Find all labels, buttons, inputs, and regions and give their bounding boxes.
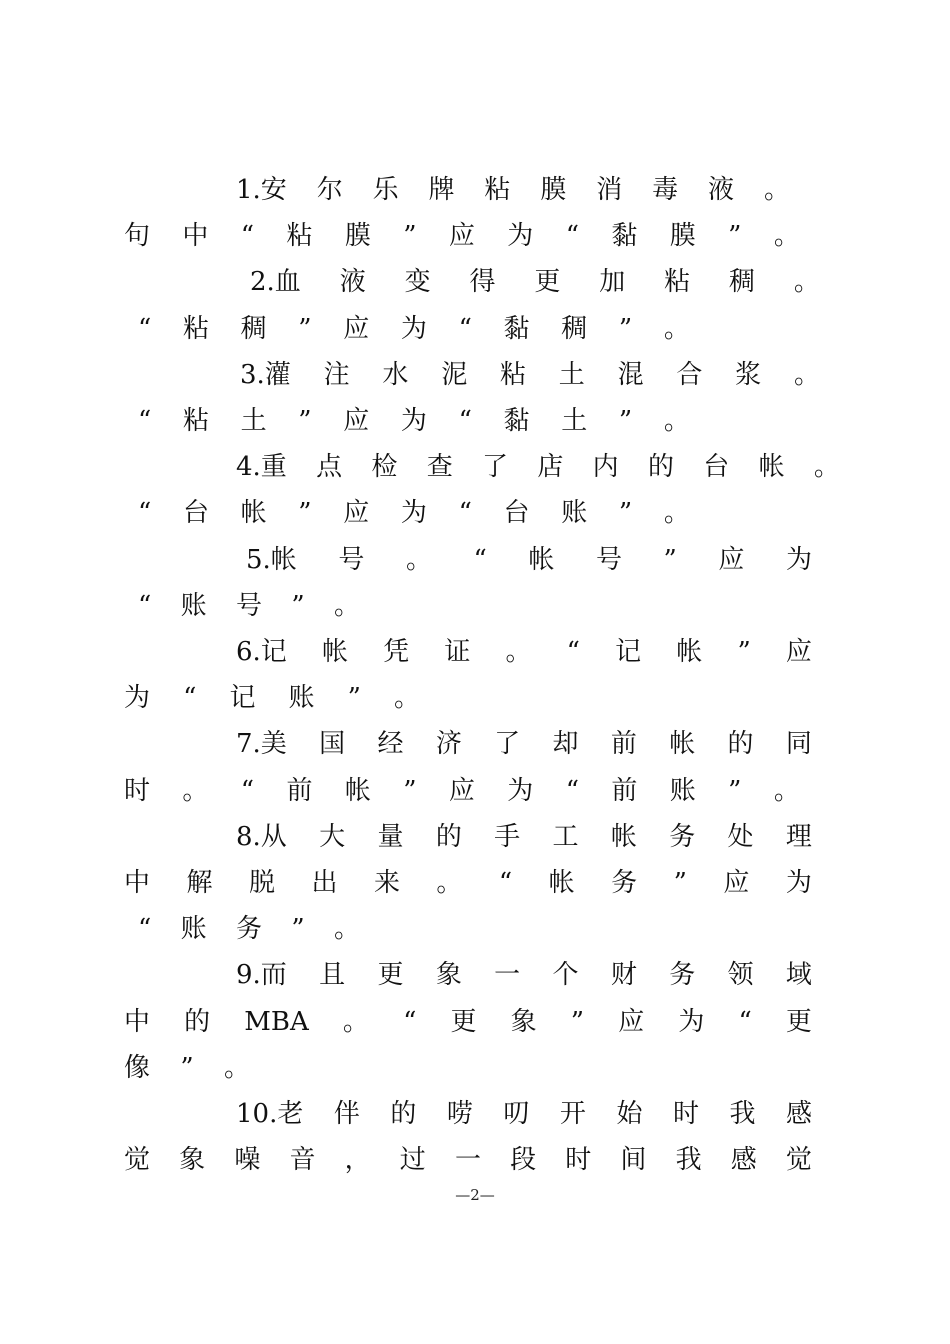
text-token: 觉 [785,1145,812,1176]
text-token: 手 [494,821,521,852]
text-token: ” [347,683,361,714]
text-token: 财 [610,960,637,991]
text-token: 。 [333,590,360,621]
text-line [236,629,812,675]
text-line [124,999,812,1045]
text-line [124,1045,250,1091]
text-token: 却 [552,729,579,760]
text-token: 账 [561,498,588,529]
text-token: 合 [676,359,703,390]
text-token: 10.老 [236,1099,304,1129]
text-line [138,906,360,952]
text-token: ， [344,1145,371,1176]
text-token: 间 [620,1145,647,1176]
text-token: ” [298,498,312,529]
text-token: ” [728,775,742,806]
page-number: —2— [455,1186,495,1204]
text-token: 经 [377,729,404,760]
text-token: ” [728,221,742,252]
text-token: 了 [494,729,521,760]
text-token: ” [298,406,312,436]
text-token: 一 [454,1145,481,1176]
text-token: “ [498,868,513,898]
text-token: 。 [773,775,800,806]
text-token: 浆 [735,359,762,390]
text-token: 域 [785,960,812,991]
text-token: 。 [182,775,209,806]
text-token: 。 [793,359,820,390]
text-token: “ [565,775,579,806]
text-token: 应 [448,775,475,806]
text-token: 帐 [321,637,348,667]
text-token: 量 [377,821,404,852]
text-token: 。 [223,1052,250,1083]
text-token: 理 [785,821,812,852]
text-token: 。 [436,868,463,898]
text-token: 。 [663,406,690,436]
text-token: 国 [319,729,346,760]
text-token: “ [738,1006,752,1037]
text-token: 土 [558,359,585,390]
text-token: 。 [813,452,840,483]
text-token: 的 [184,1006,211,1037]
text-token: 应 [448,221,475,252]
text-line [236,721,812,767]
text-line [138,306,690,352]
text-token: 过 [399,1145,426,1176]
text-token: ” [291,914,305,945]
text-line [240,352,820,398]
text-token: 始 [616,1099,643,1129]
text-line [124,675,420,721]
text-line [124,860,812,906]
text-token: 时 [672,1099,699,1129]
text-token: 9.而 [236,960,287,991]
text-token: 的 [390,1099,417,1129]
text-token: 点 [316,452,343,483]
text-token: 了 [482,452,509,483]
text-token: 唠 [446,1099,473,1129]
text-token: 我 [729,1099,756,1129]
text-token: 帐 [758,452,785,483]
text-token: 象 [510,1006,537,1037]
text-token: 领 [727,960,754,991]
text-token: 台 [182,498,209,529]
text-token: 尔 [316,175,343,205]
text-token: 号 [338,544,365,575]
text-token: 帐 [344,775,371,806]
text-token: 帐 [676,637,703,667]
text-token: 段 [510,1145,537,1176]
text-token: 。 [405,544,432,575]
text-token: 感 [785,1099,812,1129]
text-token: 前 [610,729,637,760]
text-token: “ [458,498,472,529]
text-token: 应 [343,313,370,344]
text-token: 感 [730,1145,757,1176]
text-token: “ [473,544,487,575]
text-token: 济 [435,729,462,760]
text-token: 消 [596,175,623,205]
text-token: 4.重 [236,452,287,483]
text-line [138,490,690,536]
text-token: 为 [400,498,427,529]
text-token: 为 [507,221,534,252]
text-token: 内 [592,452,619,483]
text-token: 证 [444,637,471,667]
text-line [124,213,800,259]
text-token: 台 [503,498,530,529]
text-line [236,952,812,998]
text-token: “ [240,775,255,806]
text-token: 个 [552,960,579,991]
text-token: 帐 [610,821,637,852]
text-token: 。 [793,267,820,298]
text-token: ” [673,868,687,898]
text-token: 粘 [182,406,209,436]
text-token: 粘 [499,359,526,390]
text-token: “ [183,683,197,714]
text-token: 中 [124,1006,151,1037]
text-token: 7.美 [236,729,287,760]
text-token: ” [403,221,417,252]
text-token: 黏 [611,221,638,252]
text-token: ” [291,590,305,621]
text-token: 务 [235,914,262,945]
text-token: 句 [124,221,151,252]
text-token: 中 [182,221,209,252]
text-token: 伴 [333,1099,360,1129]
text-token: “ [138,914,152,945]
text-token: 水 [382,359,409,390]
text-token: 务 [611,868,638,898]
text-token: 务 [669,960,696,991]
text-token: 。 [763,175,790,205]
text-token: 时 [565,1145,592,1176]
text-token: 号 [595,544,622,575]
text-token: 膜 [344,221,371,252]
text-token: “ [565,221,579,252]
text-token: 毒 [652,175,679,205]
text-token: 黏 [503,406,530,436]
text-token: 加 [599,267,626,298]
text-token: 脱 [248,868,275,898]
text-token: 象 [179,1145,206,1176]
text-token: 液 [339,267,366,298]
text-token: ” [403,775,417,806]
text-token: 得 [469,267,496,298]
text-token: “ [566,637,580,667]
text-token: 凭 [383,637,410,667]
text-token: ” [180,1052,194,1083]
text-token: 土 [240,406,267,436]
text-token: 大 [319,821,346,852]
text-token: 账 [180,590,207,621]
text-token: ” [618,498,633,529]
text-token: 查 [426,452,453,483]
text-token: 来 [373,868,400,898]
text-token: 更 [377,960,404,991]
text-token: 一 [494,960,521,991]
text-token: 。 [663,313,690,344]
text-token: 应 [343,406,370,436]
text-token: 土 [561,406,588,436]
text-token: 稠 [729,267,756,298]
text-token: 液 [708,175,735,205]
text-token: 混 [617,359,644,390]
text-token: 帐 [669,729,696,760]
text-token: 。 [663,498,690,529]
text-token: 为 [400,406,427,436]
text-token: 为 [678,1006,705,1037]
text-token: 乐 [372,175,399,205]
text-token: 中 [124,868,151,898]
text-token: ” [618,406,633,436]
text-token: ” [298,313,312,344]
text-token: 粘 [664,267,691,298]
text-token: 粘 [286,221,313,252]
text-line [138,583,360,629]
text-line [246,537,812,583]
text-token: 为 [400,313,427,344]
text-token: ” [570,1006,585,1037]
text-token: 2.血 [250,267,301,298]
text-token: 帐 [548,868,575,898]
text-token: 前 [286,775,313,806]
text-token: 。 [773,221,800,252]
text-token: 稠 [240,313,267,344]
text-token: 解 [186,868,213,898]
text-token: 务 [669,821,696,852]
text-token: 黏 [503,313,530,344]
text-token: 更 [450,1006,477,1037]
text-token: MBA [244,1006,309,1037]
text-token: “ [138,590,152,621]
text-line [124,768,800,814]
text-token: ” [737,637,751,667]
text-token: 1.安 [236,175,287,205]
text-token: 为 [124,683,151,714]
text-token: 6.记 [236,637,287,667]
text-token: “ [138,498,152,529]
text-token: 为 [785,544,812,575]
text-token: 觉 [124,1145,151,1176]
text-token: 出 [311,868,338,898]
text-token: 号 [235,590,262,621]
text-token: 。 [393,683,420,714]
text-token: 账 [180,914,207,945]
text-line [236,1091,812,1137]
text-token: 更 [785,1006,812,1037]
text-token: 前 [611,775,638,806]
text-token: 更 [534,267,561,298]
text-token: 应 [723,868,750,898]
text-token: 噪 [234,1145,261,1176]
text-token: 为 [785,868,812,898]
text-token: “ [458,406,472,436]
text-token: 台 [703,452,730,483]
text-token: 的 [647,452,674,483]
text-token: 应 [618,1006,645,1037]
text-token: 时 [124,775,151,806]
text-token: ” [663,544,677,575]
text-token: 账 [288,683,315,714]
text-token: 检 [371,452,398,483]
text-token: 开 [559,1099,586,1129]
text-token: “ [138,313,152,344]
text-token: 我 [675,1145,702,1176]
text-token: 粘 [484,175,511,205]
text-token: “ [138,406,152,436]
text-token: 8.从 [236,821,287,852]
text-token: 膜 [669,221,696,252]
text-line [236,167,790,213]
text-token: 应 [785,637,812,667]
text-token: 叨 [503,1099,530,1129]
text-token: ” [618,313,633,344]
text-token: 变 [404,267,431,298]
text-token: 。 [333,914,360,945]
text-line [124,1137,812,1183]
text-token: 记 [229,683,256,714]
text-token: 音 [289,1145,316,1176]
text-token: 处 [727,821,754,852]
text-token: “ [240,221,255,252]
text-token: 记 [615,637,642,667]
text-token: 稠 [561,313,588,344]
text-token: 3.灌 [240,359,291,390]
text-token: 膜 [540,175,567,205]
text-line [236,814,812,860]
text-token: 店 [537,452,564,483]
text-token: 为 [507,775,534,806]
text-token: 粘 [182,313,209,344]
text-line [250,259,820,305]
text-token: 。 [342,1006,369,1037]
text-line [236,444,840,490]
text-token: 工 [552,821,579,852]
text-token: 帐 [240,498,267,529]
text-token: 像 [124,1052,151,1083]
text-token: “ [458,313,472,344]
text-token: 5.帐 [246,544,297,575]
text-token: 帐 [528,544,555,575]
text-token: 的 [727,729,754,760]
text-token: 账 [669,775,696,806]
text-line [138,398,690,444]
text-token: 注 [323,359,350,390]
text-token: 的 [435,821,462,852]
text-token: 且 [319,960,346,991]
text-token: 。 [505,637,532,667]
text-token: 应 [343,498,370,529]
text-token: 同 [785,729,812,760]
text-token: 象 [435,960,462,991]
text-token: 应 [718,544,745,575]
text-token: 牌 [428,175,455,205]
text-token: 泥 [441,359,468,390]
text-token: “ [403,1006,417,1037]
